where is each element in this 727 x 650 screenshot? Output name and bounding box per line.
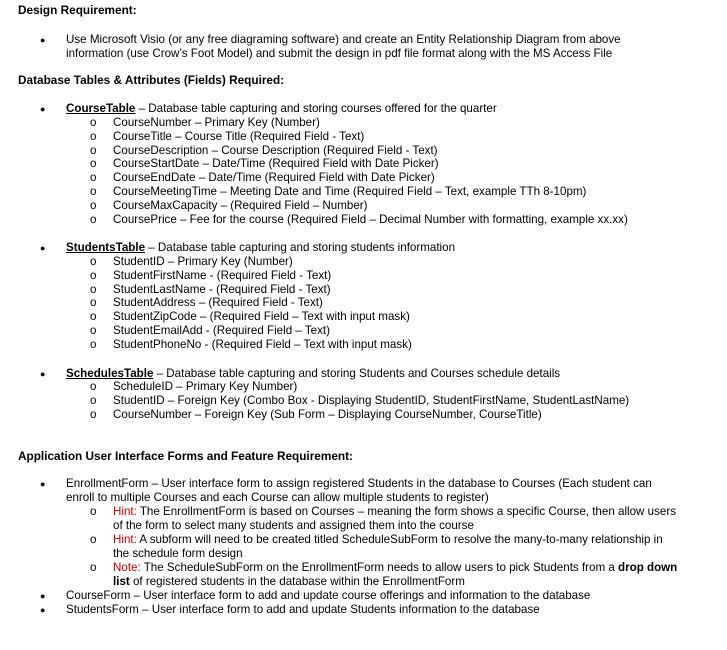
sub-bullet: o bbox=[90, 157, 97, 170]
tables-heading: Database Tables & Attributes (Fields) Required: bbox=[18, 73, 285, 87]
course-field: CourseMaxCapacity – (Required Field – Number) bbox=[113, 199, 368, 212]
studentsform-line: StudentsForm – User interface form to add and update Students information to the database bbox=[66, 603, 540, 616]
students-table-name: StudentsTable bbox=[66, 241, 146, 254]
schedules-field: CourseNumber – Foreign Key (Sub Form – Displaying CourseNumber, CourseTitle) bbox=[113, 408, 542, 421]
course-field: CourseTitle – Course Title (Required Field - Text) bbox=[113, 130, 365, 143]
sub-bullet: o bbox=[90, 561, 97, 574]
schedules-field: StudentID – Foreign Key (Combo Box - Displaying StudentID, StudentFirstName, StudentLastName) bbox=[113, 394, 630, 407]
course-table-desc: – Database table capturing and storing courses offered for the quarter bbox=[135, 102, 497, 115]
bullet: ● bbox=[40, 605, 46, 615]
sub-bullet: o bbox=[90, 338, 97, 351]
bullet: ● bbox=[40, 369, 46, 379]
bullet: ● bbox=[40, 243, 46, 253]
hint-1-text: The EnrollmentForm is based on Courses – meaning the form shows a specific Course, then allow users bbox=[136, 505, 676, 518]
sub-bullet: o bbox=[90, 283, 97, 296]
sub-bullet: o bbox=[90, 171, 97, 184]
students-table-desc: – Database table capturing and storing students information bbox=[145, 241, 456, 254]
students-field: StudentLastName - (Required Field - Text) bbox=[113, 283, 331, 296]
enroll-line-1: EnrollmentForm – User interface form to assign registered Students in the database to Courses (Each student can bbox=[66, 477, 652, 490]
students-field: StudentEmailAdd - (Required Field – Text) bbox=[113, 324, 330, 337]
enroll-line-2: enroll to multiple Courses and each Course can allow multiple students to register) bbox=[66, 491, 489, 504]
hint-2-text: A subform will need to be created titled ScheduleSubForm to resolve the many-to-many relationship in bbox=[136, 533, 663, 546]
sub-bullet: o bbox=[90, 408, 97, 421]
sub-bullet: o bbox=[90, 394, 97, 407]
note-label: Note: bbox=[113, 561, 141, 574]
sub-bullet: o bbox=[90, 255, 97, 268]
students-field: StudentAddress – (Required Field - Text) bbox=[113, 296, 323, 309]
sub-bullet: o bbox=[90, 185, 97, 198]
sub-bullet: o bbox=[90, 116, 97, 129]
design-line-2: information (use Crow’s Foot Model) and submit the design in pdf file format along with the MS Access File bbox=[66, 47, 613, 60]
sub-bullet: o bbox=[90, 310, 97, 323]
students-field: StudentID – Primary Key (Number) bbox=[113, 255, 293, 268]
sub-bullet: o bbox=[90, 324, 97, 337]
students-field: StudentZipCode – (Required Field – Text with input mask) bbox=[113, 310, 410, 323]
sub-bullet: o bbox=[90, 199, 97, 212]
courseform-line: CourseForm – User interface form to add and update course offerings and information to the database bbox=[66, 589, 591, 602]
hint-1 bbox=[113, 505, 676, 519]
bullet: ● bbox=[40, 104, 46, 114]
hint-label: Hint: bbox=[113, 533, 137, 546]
course-field: CourseNumber – Primary Key (Number) bbox=[113, 116, 320, 129]
course-field: CourseDescription – Course Description (Required Field - Text) bbox=[113, 144, 438, 157]
sub-bullet: o bbox=[90, 533, 97, 546]
design-line-1: Use Microsoft Visio (or any free diagraming software) and create an Entity Relationship Diagram from above bbox=[66, 33, 621, 46]
bullet: ● bbox=[40, 35, 46, 45]
students-field: StudentFirstName - (Required Field - Text) bbox=[113, 269, 332, 282]
students-table-item bbox=[66, 241, 455, 255]
hint-label: Hint: bbox=[113, 505, 137, 518]
course-field: CourseEndDate – Date/Time (Required Field with Date Picker) bbox=[113, 171, 435, 184]
course-field: CourseMeetingTime – Meeting Date and Time (Required Field – Text, example TTh 8-10pm) bbox=[113, 185, 587, 198]
sub-bullet: o bbox=[90, 269, 97, 282]
note-text: The ScheduleSubForm on the EnrollmentForm needs to allow users to pick Students from a bbox=[140, 561, 619, 574]
schedules-table-desc: – Database table capturing and storing Students and Courses schedule details bbox=[153, 367, 561, 380]
bullet: ● bbox=[40, 591, 46, 601]
schedules-table-item bbox=[66, 367, 560, 381]
sub-bullet: o bbox=[90, 505, 97, 518]
students-field: StudentPhoneNo - (Required Field – Text with input mask) bbox=[113, 338, 412, 351]
sub-bullet: o bbox=[90, 380, 97, 393]
note-cont bbox=[113, 575, 465, 589]
hint-1-cont: of the form to select many students and assigned them into the course bbox=[113, 519, 474, 532]
schedules-field: ScheduleID – Primary Key Number) bbox=[113, 380, 298, 393]
hint-2 bbox=[113, 533, 663, 547]
design-heading: Design Requirement: bbox=[18, 3, 137, 17]
sub-bullet: o bbox=[90, 296, 97, 309]
course-table-item bbox=[66, 102, 497, 116]
schedules-table-name: SchedulesTable bbox=[66, 367, 154, 380]
course-field: CoursePrice – Fee for the course (Required Field – Decimal Number with formatting, example xx.xx) bbox=[113, 213, 628, 226]
sub-bullet: o bbox=[90, 213, 97, 226]
sub-bullet: o bbox=[90, 130, 97, 143]
course-field: CourseStartDate – Date/Time (Required Field with Date Picker) bbox=[113, 157, 439, 170]
bullet: ● bbox=[40, 479, 46, 489]
course-table-name: CourseTable bbox=[66, 102, 136, 115]
note-bold-2: list bbox=[113, 575, 130, 588]
note-text-2: of registered students in the database within the EnrollmentForm bbox=[129, 575, 465, 588]
ui-heading: Application User Interface Forms and Feature Requirement: bbox=[18, 449, 353, 463]
hint-2-cont: the schedule form design bbox=[113, 547, 243, 560]
note-bold-1: drop down bbox=[618, 561, 678, 574]
note bbox=[113, 561, 677, 575]
sub-bullet: o bbox=[90, 144, 97, 157]
